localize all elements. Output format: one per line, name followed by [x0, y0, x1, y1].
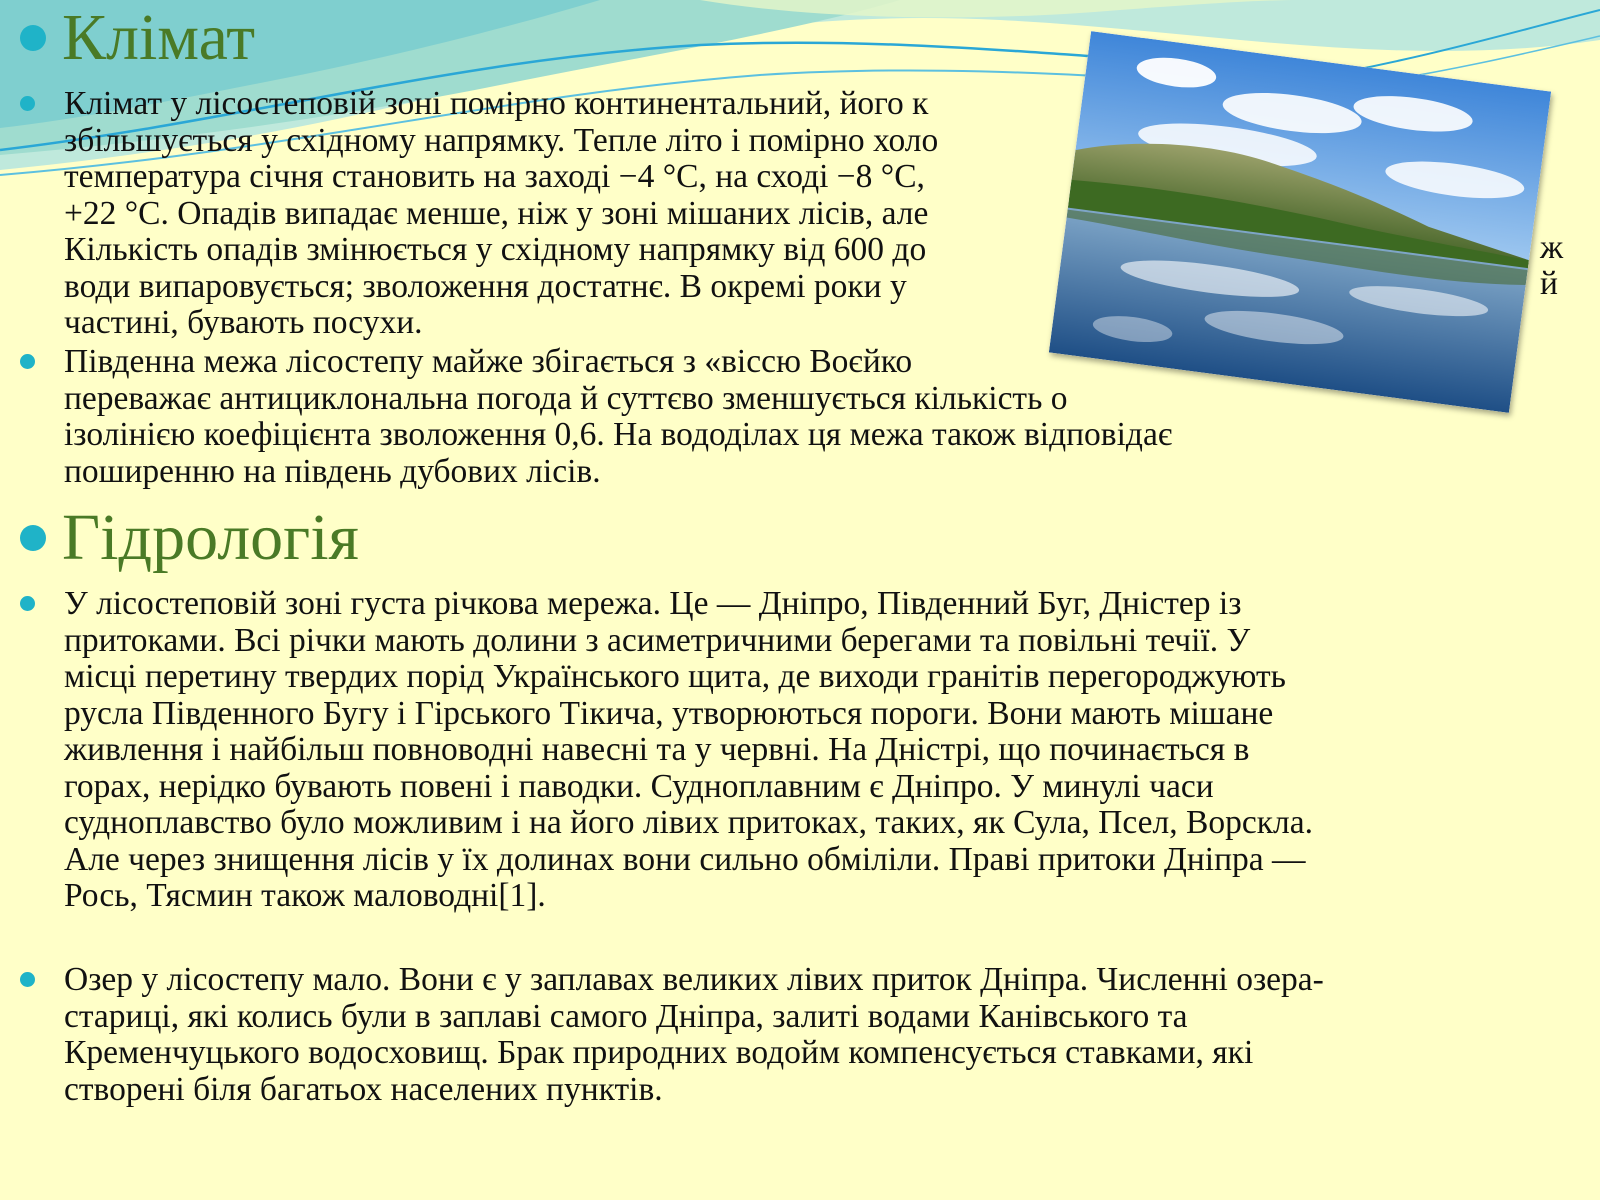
hydrology-heading-text: Гідрологія	[62, 501, 359, 574]
text-line: Клімат у лісостеповій зоні помірно континентальний, його к	[64, 85, 929, 122]
bullet-icon	[20, 596, 35, 611]
river-landscape-photo	[1049, 31, 1551, 413]
text-line: Кременчуцького водосховищ. Брак природних водойм компенсується ставками, які	[64, 1034, 1254, 1071]
text-line: стариці, які колись були в заплаві самого Дніпра, залиті водами Канівського та	[64, 997, 1188, 1035]
bullet-icon	[20, 972, 35, 987]
text-line: русла Південного Бугу і Гірського Тікича, утворюються пороги. Вони мають мішане	[64, 694, 1274, 732]
text-line: переважає антициклональна погода й суттєво зменшується кількість о	[64, 379, 1068, 417]
text-line: поширенню на південь дубових лісів.	[64, 452, 601, 490]
text-line: Але через знищення лісів у їх долинах вони сильно обміліли. Праві притоки Дніпра —	[64, 840, 1306, 878]
text-line: У лісостеповій зоні густа річкова мережа. Це — Дніпро, Південний Буг, Дністер із	[64, 585, 1242, 622]
text-line: збільшується у східному напрямку. Тепле літо і помірно холо	[64, 121, 939, 159]
text-line: +22 °С. Опадів випадає менше, ніж у зоні мішаних лісів, але	[64, 194, 929, 232]
hydrology-paragraph-1	[64, 586, 1564, 915]
bullet-icon	[20, 354, 35, 369]
heading-bullet-icon	[20, 25, 46, 51]
text-line: води випаровується; зволоження достатнє. В окремі роки у	[64, 267, 907, 305]
right-fragment-1: ж	[1540, 229, 1564, 266]
text-line: місці перетину твердих порід Українського щита, де виходи гранітів перегороджують	[64, 658, 1286, 695]
text-line: горах, нерідко бувають повені і паводки. Судноплавним є Дніпро. У минулі часи	[64, 767, 1214, 805]
text-line: ізолінією коефіцієнта зволоження 0,6. На вододілах ця межа також відповідає	[64, 416, 1173, 453]
heading-bullet-icon	[20, 525, 46, 551]
landscape-image	[1049, 31, 1551, 413]
text-line: Кількість опадів змінюється у східному напрямку від 600 до	[64, 231, 927, 268]
right-fragment-2: й	[1540, 265, 1558, 302]
hydrology-heading	[20, 502, 359, 574]
text-line: живлення і найбільш повноводні навесні та у червні. На Дністрі, що починається в	[64, 731, 1250, 768]
text-line: Рось, Тясмин також маловодні[1].	[64, 877, 546, 914]
text-line: створені біля багатьох населених пунктів.	[64, 1070, 663, 1108]
climate-heading	[20, 2, 255, 74]
text-line: притоками. Всі річки мають долини з асиметричними берегами та повільні течії. У	[64, 621, 1251, 659]
text-line: судноплавство було можливим і на його лівих притоках, таких, як Сула, Псел, Ворскла.	[64, 804, 1313, 841]
text-line: температура січня становить на заході −4 °С, на сході −8 °С,	[64, 158, 925, 195]
climate-heading-text: Клімат	[62, 1, 256, 74]
hydrology-paragraph-2	[64, 962, 1564, 1108]
text-line: Південна межа лісостепу майже збігається з «віссю Воєйко	[64, 343, 913, 380]
bullet-icon	[20, 96, 35, 111]
text-line: частині, бувають посухи.	[64, 304, 423, 341]
text-line: Озер у лісостепу мало. Вони є у заплавах великих лівих приток Дніпра. Численні озера-	[64, 961, 1324, 998]
